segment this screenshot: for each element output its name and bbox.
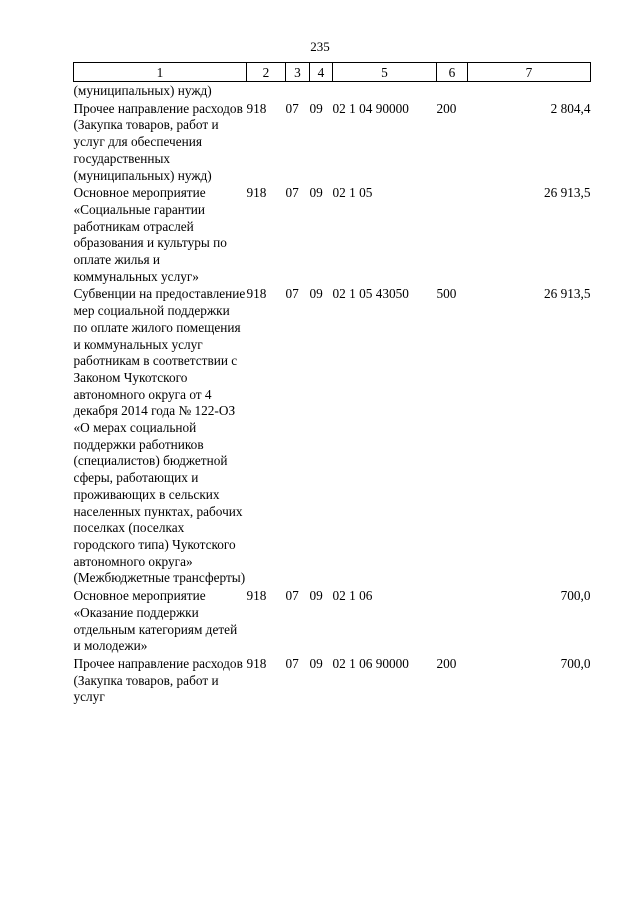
row-amount: 26 913,5: [543, 286, 591, 302]
row-subsection-code: 09: [309, 185, 323, 201]
row-target-article: 02 1 06 90000: [332, 655, 409, 671]
row-adm-code: 918: [246, 100, 267, 116]
continuation-text: (муниципальных) нужд): [73, 83, 212, 98]
header-col-7: 7: [468, 63, 591, 82]
table-row: [74, 655, 591, 706]
row-expense-type: 200: [436, 655, 457, 671]
table-body: [74, 82, 591, 707]
page-number: 235: [310, 39, 330, 54]
row-subsection-code: 09: [309, 655, 323, 671]
table-row: [74, 587, 591, 655]
row-target-article: 02 1 05 43050: [332, 286, 409, 302]
row-name: Прочее направление расходов (Закупка товаров, работ и услуг для обеспечения государственных (муниципальных) нужд): [73, 100, 243, 183]
row-target-article: 02 1 04 90000: [332, 100, 409, 116]
header-col-5: 5: [333, 63, 437, 82]
row-adm-code: 918: [246, 185, 267, 201]
budget-table: [73, 62, 591, 706]
continuation-row: [74, 82, 591, 100]
row-amount: 700,0: [560, 655, 591, 671]
row-target-article: 02 1 06: [332, 588, 373, 604]
table-row: [74, 100, 591, 185]
header-col-4: 4: [310, 63, 333, 82]
header-col-2: 2: [247, 63, 286, 82]
row-section-code: 07: [285, 655, 299, 671]
header-col-3: 3: [286, 63, 310, 82]
row-amount: 26 913,5: [543, 185, 591, 201]
row-expense-type: [437, 587, 468, 655]
row-expense-type: 500: [436, 286, 457, 302]
row-subsection-code: 09: [309, 100, 323, 116]
row-subsection-code: 09: [309, 286, 323, 302]
header-row: [74, 63, 591, 82]
header-col-6: 6: [437, 63, 468, 82]
header-col-1: 1: [74, 63, 247, 82]
row-expense-type: 200: [436, 100, 457, 116]
row-expense-type: [437, 184, 468, 285]
row-subsection-code: 09: [309, 588, 323, 604]
row-target-article: 02 1 05: [332, 185, 373, 201]
row-section-code: 07: [285, 588, 299, 604]
table-row: [74, 184, 591, 285]
row-name: Основное мероприятие «Социальные гарантии работникам отраслей образования и культуры по оплате жилья и коммунальных услуг»: [73, 185, 227, 284]
table-row: [74, 285, 591, 587]
row-amount: 2 804,4: [550, 100, 591, 116]
table-header: [74, 63, 591, 82]
row-section-code: 07: [285, 286, 299, 302]
row-name: Основное мероприятие «Оказание поддержки отдельным категориям детей и молодежи»: [73, 588, 238, 654]
row-amount: 700,0: [560, 588, 591, 604]
row-adm-code: 918: [246, 655, 267, 671]
row-name: Субвенции на предоставление мер социальной поддержки по оплате жилого помещения и коммунальных услуг работникам в соответствии с Законом Чукотского автономного округа от 4 декабря 2014 года № 122-ОЗ «О мерах социальной поддержки работников (специалистов) бюджетной сферы, работающих и проживающих в сельских населенных пунктах, рабочих поселках (поселках городского типа) Чукотского автономного округа» (Межбюджетные трансферты): [73, 286, 246, 586]
row-section-code: 07: [285, 185, 299, 201]
row-section-code: 07: [285, 100, 299, 116]
row-adm-code: 918: [246, 588, 267, 604]
row-name: Прочее направление расходов (Закупка товаров, работ и услуг: [73, 655, 243, 705]
row-adm-code: 918: [246, 286, 267, 302]
